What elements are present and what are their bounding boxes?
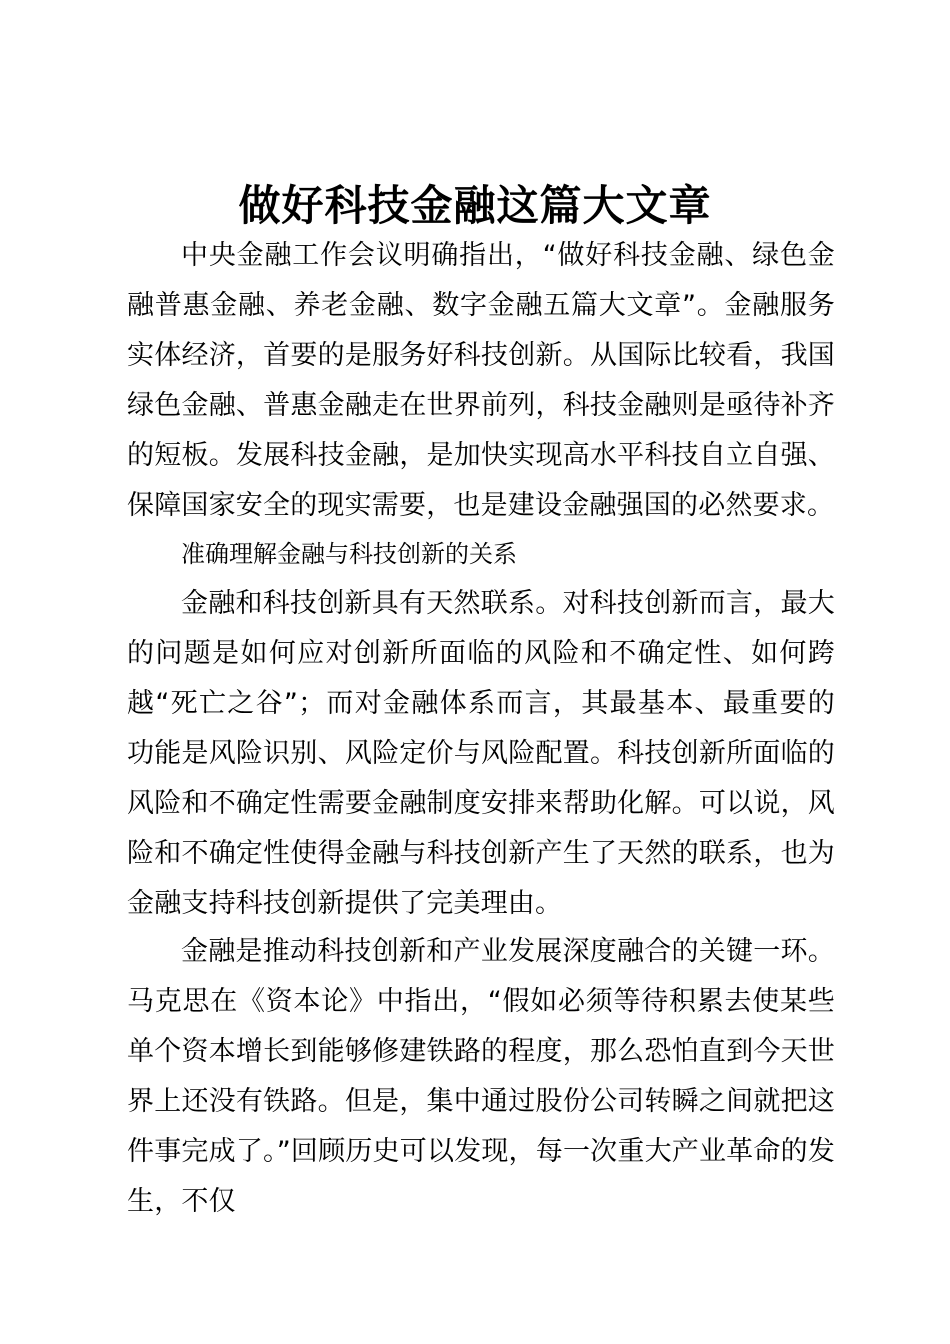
paragraph-intro: 中央金融工作会议明确指出，“做好科技金融、绿色金融普惠金融、养老金融、数字金融五篇大文章”。金融服务实体经济，首要的是服务好科技创新。从国际比较看，我国绿色金融、普惠金融走在世界前列，科技金融则是亟待补齐的短板。发展科技金融，是加快实现高水平科技自立自强、保障国家安全的现实需要，也是建设金融强国的必然要求。 xyxy=(127,240,835,521)
paragraph-finance-tech-link: 金融和科技创新具有天然联系。对科技创新而言，最大的问题是如何应对创新所面临的风险和不确定性、如何跨越“死亡之谷”；而对金融体系而言，其最基本、最重要的功能是风险识别、风险定价与风险配置。科技创新所面临的风险和不确定性需要金融制度安排来帮助化解。可以说，风险和不确定性使得金融与科技创新产生了天然的联系，也为金融支持科技创新提供了完美理由。 xyxy=(127,588,835,919)
section-heading: 准确理解金融与科技创新的关系 xyxy=(181,540,517,568)
paragraph-key-link: 金融是推动科技创新和产业发展深度融合的关键一环。马克思在《资本论》中指出，“假如必须等待积累去使某些单个资本增长到能够修建铁路的程度，那么恐怕直到今天世界上还没有铁路。但是，集中通过股份公司转瞬之间就把这件事完成了。”回顾历史可以发现，每一次重大产业革命的发生，不仅 xyxy=(127,936,835,1217)
document-title: 做好科技金融这篇大文章 xyxy=(238,181,712,230)
